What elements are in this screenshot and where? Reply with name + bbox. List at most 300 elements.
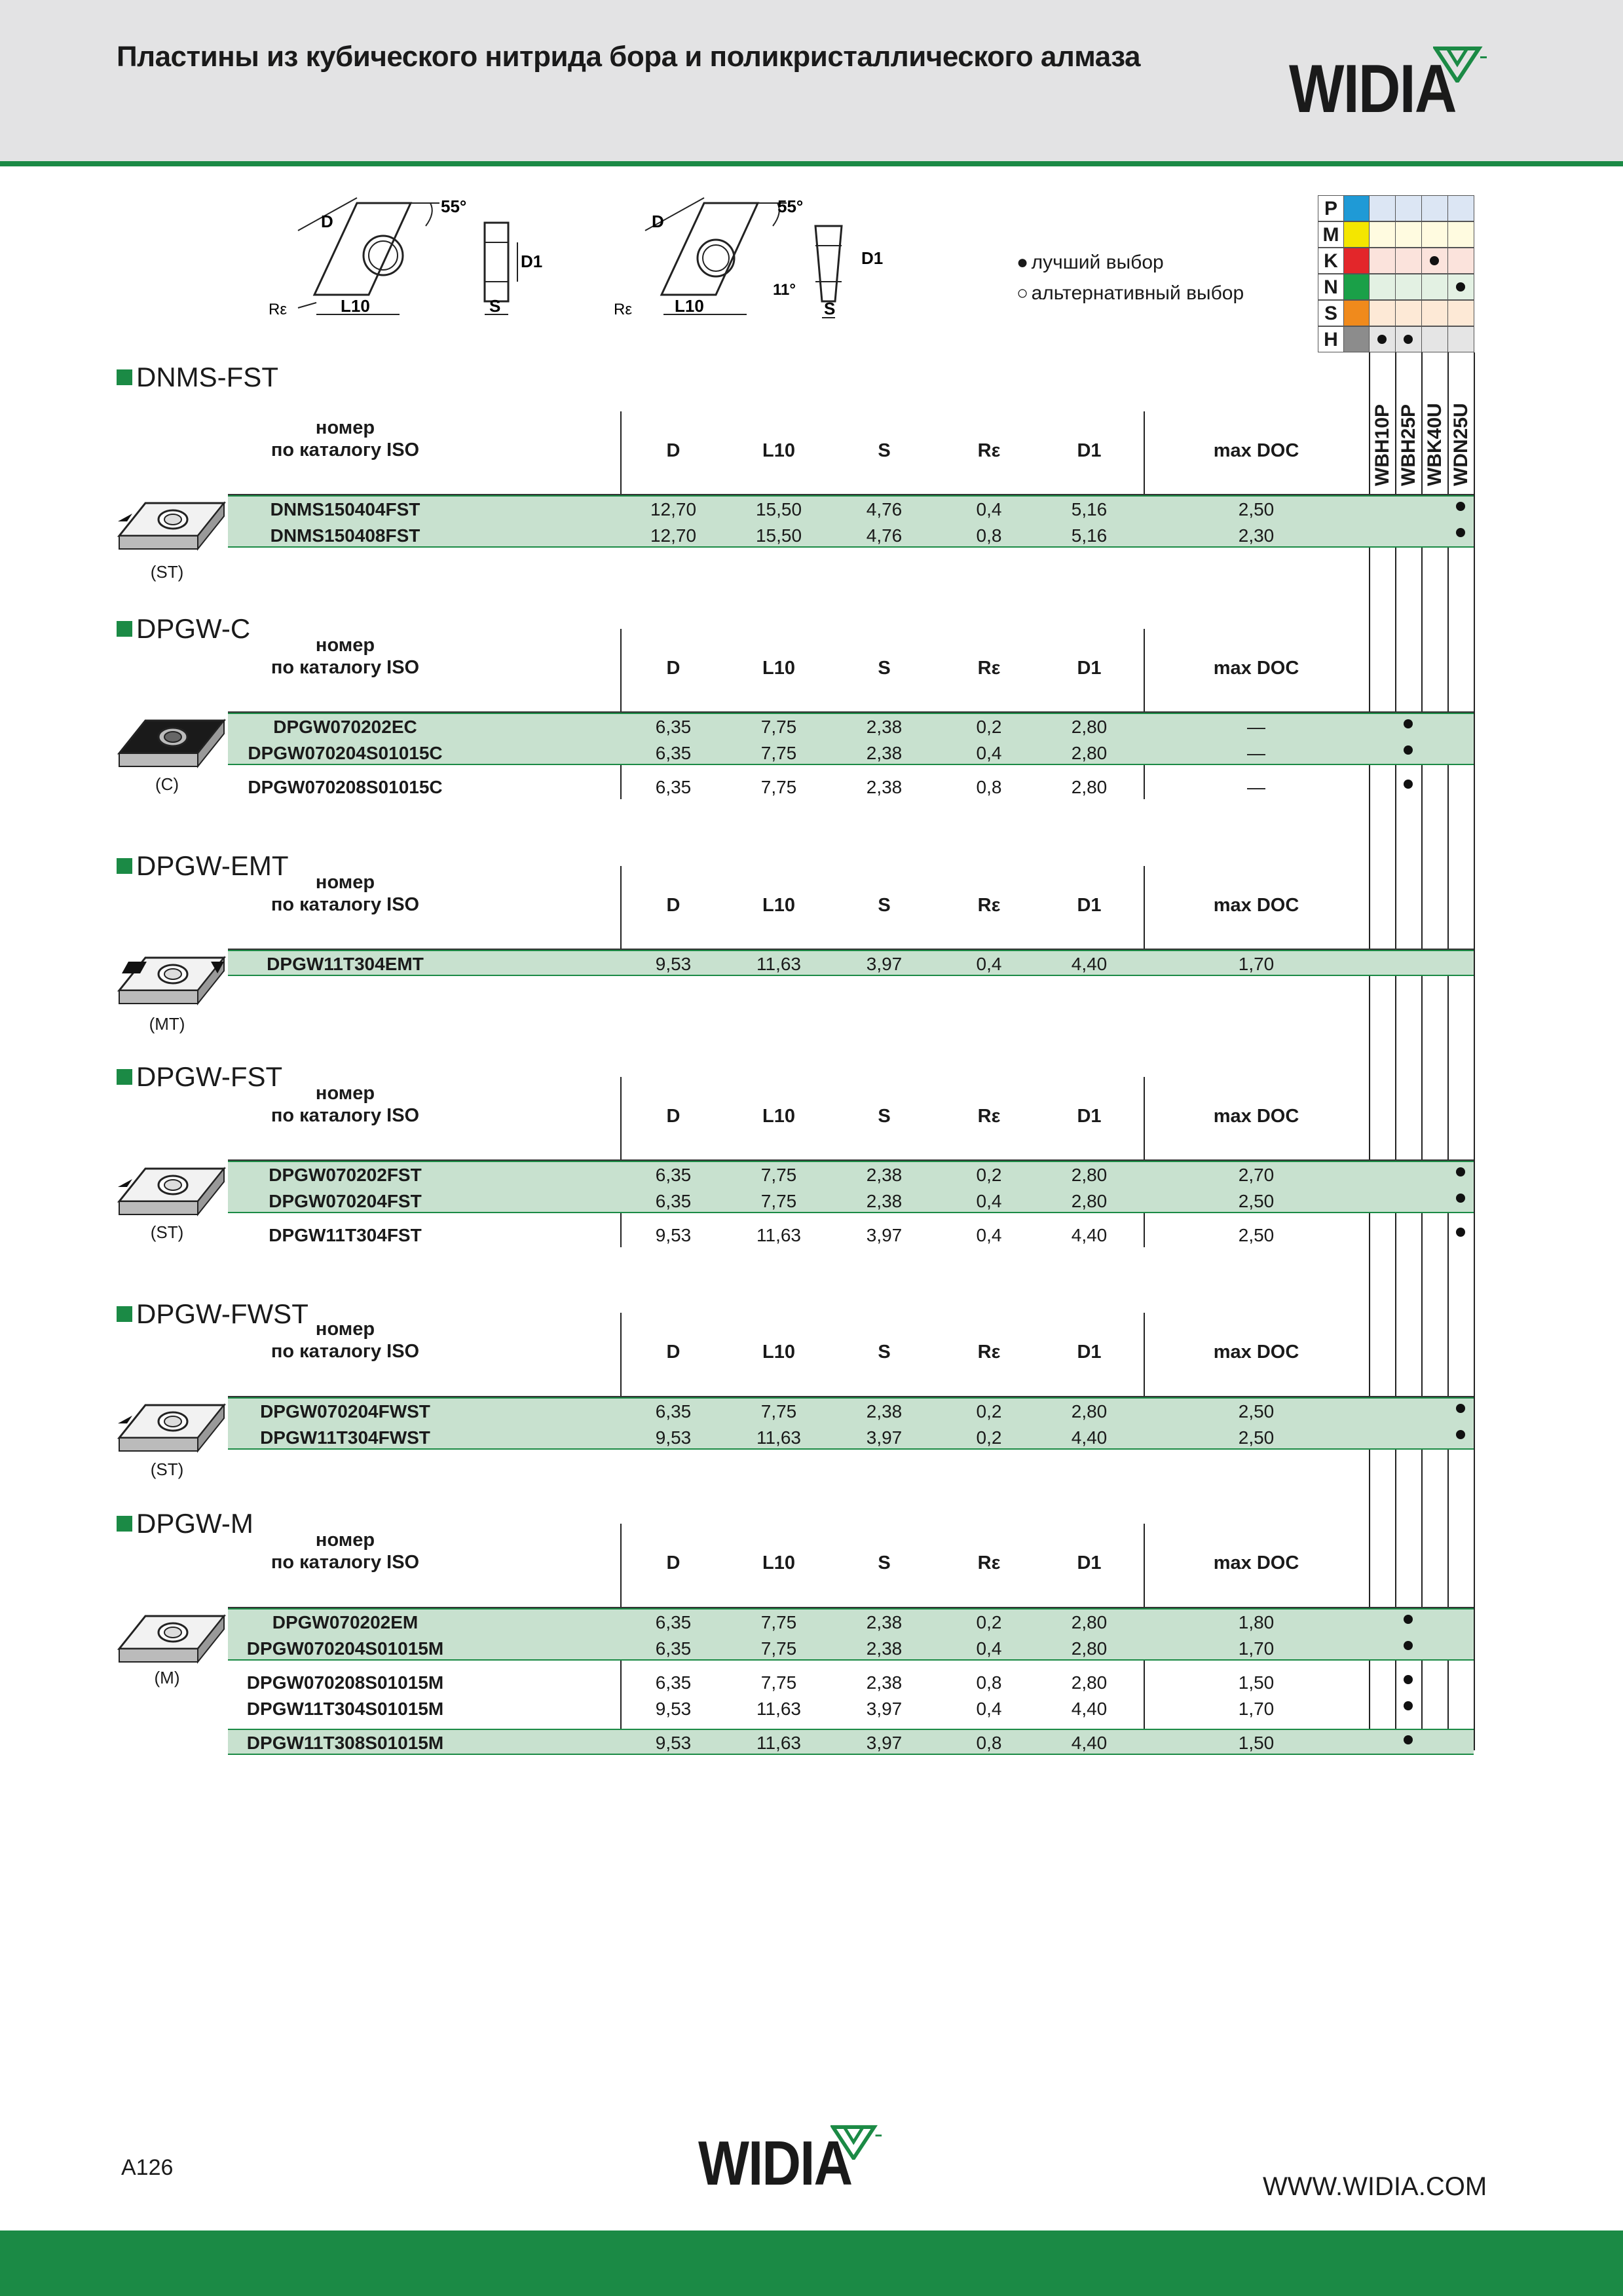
section-marker — [117, 858, 132, 874]
col-part-header — [247, 1082, 443, 1127]
cell-re: 0,4 — [976, 743, 1002, 763]
cell-d1: 2,80 — [1071, 717, 1108, 737]
widia-footer-logo — [698, 2128, 877, 2198]
col-d1-header: D1 — [1077, 1553, 1102, 1573]
iso-cell-m-2 — [1421, 221, 1448, 248]
section-marker — [117, 1306, 132, 1322]
grade-label-wbh10p: WBH10P — [1371, 404, 1393, 486]
iso-dot-h — [1404, 335, 1413, 344]
iso-cell-n-2 — [1421, 274, 1448, 300]
col-d-header: D — [666, 895, 681, 916]
section-title-text: DPGW-FST — [136, 1061, 283, 1092]
cell-re: 0,4 — [976, 499, 1002, 519]
widia-logo — [1289, 51, 1483, 127]
cell-s: 2,38 — [866, 1191, 903, 1211]
section-title — [117, 362, 278, 393]
cell-s: 3,97 — [866, 1699, 903, 1719]
cell-doc: 2,50 — [1238, 499, 1275, 519]
iso-cell-k-3 — [1447, 248, 1474, 274]
insert-photo-dpgw-emt — [113, 945, 231, 1020]
cell-l10: 7,75 — [760, 1612, 797, 1632]
cell-doc: 2,50 — [1238, 1191, 1275, 1211]
band-bottom-line — [228, 1659, 1474, 1661]
cell-d1: 5,16 — [1071, 499, 1108, 519]
col-d1-header: D1 — [1077, 1106, 1102, 1127]
col-d1-header: D1 — [1077, 1342, 1102, 1363]
iso-letter-p: P — [1318, 195, 1344, 221]
col-d-header: D — [666, 440, 681, 461]
iso-cell-s-3 — [1447, 300, 1474, 326]
header-underline — [228, 1396, 1474, 1397]
cell-d: 6,35 — [655, 1612, 692, 1632]
col-part-header-line2: по каталогу ISO — [270, 657, 420, 678]
cell-part: DNMS150408FST — [270, 525, 420, 546]
insert-photo-dpgw-m — [113, 1603, 231, 1678]
col-doc-header: max DOC — [1213, 1106, 1299, 1127]
iso-cell-h-3 — [1447, 326, 1474, 352]
band-top-line — [228, 950, 1474, 951]
cell-re: 0,8 — [976, 777, 1002, 797]
cell-doc: 1,70 — [1238, 1638, 1275, 1659]
dpgw-insert-diagram — [606, 190, 894, 331]
widia-footer-triangle-icon — [830, 2124, 883, 2160]
section-title-text: DPGW-C — [136, 613, 251, 644]
col-d1-header: D1 — [1077, 440, 1102, 461]
footer-bar — [0, 2230, 1623, 2296]
insert-caption: (M) — [154, 1668, 180, 1687]
cell-part: DPGW070208S01015C — [248, 777, 443, 797]
diagram2-label-angle: 55° — [777, 197, 804, 216]
diagram-label-d: D — [321, 212, 333, 231]
col-re-header: Rε — [977, 895, 1001, 916]
band-top-line — [228, 1608, 1474, 1609]
insert-photo-dpgw-c — [113, 707, 231, 783]
section-title-text: DNMS-FST — [136, 362, 278, 392]
section-marker — [117, 1069, 132, 1085]
iso-cell-s-0 — [1369, 300, 1396, 326]
col-part-header-line2: по каталогу ISO — [270, 440, 420, 461]
iso-row-k — [1318, 248, 1472, 274]
iso-swatch-k — [1343, 248, 1370, 274]
iso-row-s — [1318, 300, 1472, 326]
col-part-header-line1: номер — [315, 417, 375, 438]
iso-swatch-s — [1343, 300, 1370, 326]
cell-d1: 5,16 — [1071, 525, 1108, 546]
insert-photo-dnms-fst — [113, 490, 231, 565]
header-underline — [228, 711, 1474, 713]
grade-column-line — [1369, 352, 1370, 1750]
iso-cell-m-0 — [1369, 221, 1396, 248]
insert-caption: (C) — [155, 774, 179, 794]
iso-dot-n — [1456, 282, 1465, 292]
cell-d1: 4,40 — [1071, 1225, 1108, 1245]
cell-part: DNMS150404FST — [270, 499, 420, 519]
cell-d1: 2,80 — [1071, 1401, 1108, 1421]
cell-l10: 7,75 — [760, 1165, 797, 1185]
col-d-header: D — [666, 658, 681, 679]
cell-l10: 15,50 — [755, 499, 802, 519]
cell-re: 0,8 — [976, 1672, 1002, 1693]
cell-l10: 11,63 — [756, 1733, 801, 1753]
col-d-header: D — [666, 1342, 681, 1363]
section-marker — [117, 621, 132, 637]
cell-re: 0,2 — [976, 717, 1002, 737]
diagram-label-s: S — [489, 296, 501, 316]
diagram2-label-clearance: 11° — [773, 281, 796, 299]
col-part-header-line1: номер — [315, 872, 375, 893]
cell-doc: 2,50 — [1238, 1225, 1275, 1245]
insert-caption: (MT) — [149, 1014, 185, 1034]
iso-letter-s: S — [1318, 300, 1344, 326]
cell-re: 0,4 — [976, 954, 1002, 974]
cell-s: 4,76 — [866, 499, 903, 519]
section-marker — [117, 369, 132, 385]
cell-doc: 1,70 — [1238, 954, 1275, 974]
recommendation-dot — [1456, 1228, 1465, 1237]
cell-re: 0,4 — [976, 1191, 1002, 1211]
grade-column-line — [1474, 352, 1475, 1750]
col-s-header: S — [878, 1106, 891, 1127]
recommendation-dot — [1456, 1194, 1465, 1203]
recommendation-dot — [1404, 1735, 1413, 1744]
cell-s: 2,38 — [866, 1165, 903, 1185]
section-title-text: DPGW-M — [136, 1508, 253, 1539]
iso-letter-m: M — [1318, 221, 1344, 248]
recommendation-dot — [1456, 1167, 1465, 1176]
col-doc-header: max DOC — [1213, 1342, 1299, 1363]
widia-triangle-icon — [1433, 46, 1488, 83]
cell-l10: 7,75 — [760, 777, 797, 797]
cell-part: DPGW11T308S01015M — [246, 1733, 444, 1753]
cell-d1: 4,40 — [1071, 1699, 1108, 1719]
iso-cell-p-3 — [1447, 195, 1474, 221]
alt-symbol: ○ — [1017, 282, 1029, 304]
cell-l10: 11,63 — [756, 1427, 801, 1448]
col-s-header: S — [878, 658, 891, 679]
dnms-insert-diagram — [259, 190, 560, 331]
col-d-header: D — [666, 1553, 681, 1573]
cell-part: DPGW070202EC — [273, 717, 417, 737]
cell-part: DPGW11T304EMT — [267, 954, 424, 974]
cell-part: DPGW070208S01015M — [246, 1672, 444, 1693]
cell-d: 6,35 — [655, 1638, 692, 1659]
cell-l10: 7,75 — [760, 717, 797, 737]
cell-s: 2,38 — [866, 777, 903, 797]
col-re-header: Rε — [977, 440, 1001, 461]
section-title-text: DPGW-FWST — [136, 1298, 308, 1329]
col-part-header-line2: по каталогу ISO — [270, 894, 420, 915]
col-re-header: Rε — [977, 1342, 1001, 1363]
col-d-header: D — [666, 1106, 681, 1127]
cell-d: 6,35 — [655, 1401, 692, 1421]
grade-column-line — [1421, 352, 1423, 1750]
iso-swatch-n — [1343, 274, 1370, 300]
cell-s: 2,38 — [866, 1672, 903, 1693]
recommendation-dot — [1404, 1641, 1413, 1650]
insert-caption: (ST) — [150, 562, 184, 582]
cell-d1: 2,80 — [1071, 1165, 1108, 1185]
cell-doc: — — [1247, 743, 1265, 763]
iso-cell-h-2 — [1421, 326, 1448, 352]
cell-doc: 1,50 — [1238, 1672, 1275, 1693]
band-bottom-line — [228, 1212, 1474, 1213]
cell-d1: 2,80 — [1071, 1638, 1108, 1659]
iso-letter-h: H — [1318, 326, 1344, 352]
col-part-header-line2: по каталогу ISO — [270, 1552, 420, 1573]
col-part-header — [247, 634, 443, 679]
cell-l10: 11,63 — [756, 1699, 801, 1719]
cell-part: DPGW070204FWST — [260, 1401, 430, 1421]
header-underline — [228, 949, 1474, 950]
cell-part: DPGW070204S01015M — [246, 1638, 444, 1659]
band-top-line — [228, 495, 1474, 497]
recommendation-dot — [1404, 780, 1413, 789]
page-number: A126 — [121, 2155, 174, 2180]
col-part-header — [247, 417, 443, 461]
cell-s: 3,97 — [866, 954, 903, 974]
cell-re: 0,4 — [976, 1638, 1002, 1659]
cell-s: 2,38 — [866, 1638, 903, 1659]
recommendation-dot — [1404, 719, 1413, 728]
recommendation-dot — [1404, 1675, 1413, 1684]
cell-d1: 4,40 — [1071, 1733, 1108, 1753]
cell-d1: 4,40 — [1071, 954, 1108, 974]
cell-part: DPGW070204S01015C — [248, 743, 443, 763]
col-re-header: Rε — [977, 1553, 1001, 1573]
iso-cell-s-1 — [1395, 300, 1422, 326]
col-l10-header: L10 — [762, 1553, 795, 1573]
band-top-line — [228, 1397, 1474, 1399]
diagram2-label-re: Rε — [614, 301, 633, 318]
legend-best — [1017, 252, 1164, 274]
col-part-header-line1: номер — [315, 1083, 375, 1104]
cell-l10: 7,75 — [760, 1401, 797, 1421]
diagram2-label-l10: L10 — [675, 296, 704, 316]
iso-cell-p-2 — [1421, 195, 1448, 221]
cell-part: DPGW11T304FWST — [260, 1427, 430, 1448]
diagram2-label-d1: D1 — [861, 248, 884, 268]
col-doc-header: max DOC — [1213, 895, 1299, 916]
cell-l10: 7,75 — [760, 743, 797, 763]
col-s-header: S — [878, 895, 891, 916]
cell-s: 2,38 — [866, 1401, 903, 1421]
band-top-line — [228, 1161, 1474, 1162]
cell-s: 2,38 — [866, 1612, 903, 1632]
cell-d: 9,53 — [655, 954, 692, 974]
iso-cell-n-0 — [1369, 274, 1396, 300]
col-d1-header: D1 — [1077, 658, 1102, 679]
iso-letter-n: N — [1318, 274, 1344, 300]
cell-s: 2,38 — [866, 717, 903, 737]
cell-l10: 11,63 — [756, 1225, 801, 1245]
col-re-header: Rε — [977, 1106, 1001, 1127]
footer-logo-wordmark: WIDIA — [698, 2128, 852, 2198]
col-l10-header: L10 — [762, 895, 795, 916]
cell-s: 2,38 — [866, 743, 903, 763]
col-l10-header: L10 — [762, 658, 795, 679]
grade-label-wbh25p: WBH25P — [1398, 404, 1419, 486]
grade-column-line — [1395, 352, 1396, 1750]
cell-s: 3,97 — [866, 1225, 903, 1245]
cell-doc: 1,50 — [1238, 1733, 1275, 1753]
recommendation-dot — [1456, 502, 1465, 511]
cell-d: 9,53 — [655, 1699, 692, 1719]
grade-column-line — [1447, 352, 1449, 1750]
cell-d: 9,53 — [655, 1733, 692, 1753]
col-part-header-line2: по каталогу ISO — [270, 1341, 420, 1362]
iso-dot-h — [1377, 335, 1387, 344]
insert-caption: (ST) — [150, 1222, 184, 1242]
col-part-header-line1: номер — [315, 635, 375, 656]
cell-part: DPGW070202EM — [272, 1612, 419, 1632]
iso-cell-p-0 — [1369, 195, 1396, 221]
cell-part: DPGW11T304S01015M — [246, 1699, 444, 1719]
cell-s: 3,97 — [866, 1733, 903, 1753]
iso-cell-p-1 — [1395, 195, 1422, 221]
cell-d1: 2,80 — [1071, 1672, 1108, 1693]
section-title-text: DPGW-EMT — [136, 850, 289, 881]
cell-d: 6,35 — [655, 777, 692, 797]
col-s-header: S — [878, 1553, 891, 1573]
band-top-line — [228, 1729, 1474, 1730]
legend-alternative-label: альтернативный выбор — [1031, 282, 1244, 304]
cell-doc: 1,80 — [1238, 1612, 1275, 1632]
cell-re: 0,2 — [976, 1401, 1002, 1421]
grade-label-wdn25u: WDN25U — [1450, 403, 1472, 486]
iso-row-m — [1318, 221, 1472, 248]
cell-d: 6,35 — [655, 717, 692, 737]
insert-photo-dpgw-fst — [113, 1156, 231, 1231]
cell-d: 12,70 — [650, 525, 697, 546]
iso-row-p — [1318, 195, 1472, 221]
col-l10-header: L10 — [762, 1342, 795, 1363]
iso-cell-n-1 — [1395, 274, 1422, 300]
cell-doc: 1,70 — [1238, 1699, 1275, 1719]
section-title — [117, 1508, 253, 1539]
header-underline — [228, 1607, 1474, 1608]
cell-re: 0,2 — [976, 1612, 1002, 1632]
section-title — [117, 613, 250, 645]
grade-label-wbk40u: WBK40U — [1424, 403, 1446, 486]
page-title: Пластины из кубического нитрида бора и поликристаллического алмаза — [117, 41, 1141, 73]
diagram2-label-s: S — [824, 299, 836, 318]
cell-d1: 2,80 — [1071, 743, 1108, 763]
cell-l10: 11,63 — [756, 954, 801, 974]
iso-cell-k-0 — [1369, 248, 1396, 274]
col-l10-header: L10 — [762, 440, 795, 461]
cell-d: 9,53 — [655, 1427, 692, 1448]
cell-doc: — — [1247, 717, 1265, 737]
iso-swatch-m — [1343, 221, 1370, 248]
iso-cell-k-1 — [1395, 248, 1422, 274]
recommendation-dot — [1404, 1615, 1413, 1624]
cell-doc: — — [1247, 777, 1265, 797]
cell-part: DPGW11T304FST — [269, 1225, 422, 1245]
iso-row-n — [1318, 274, 1472, 300]
cell-l10: 7,75 — [760, 1672, 797, 1693]
iso-letter-k: K — [1318, 248, 1344, 274]
iso-row-h — [1318, 326, 1472, 352]
insert-caption: (ST) — [150, 1459, 184, 1479]
iso-swatch-p — [1343, 195, 1370, 221]
band-bottom-line — [228, 764, 1474, 765]
iso-cell-m-3 — [1447, 221, 1474, 248]
cell-l10: 15,50 — [755, 525, 802, 546]
iso-swatch-h — [1343, 326, 1370, 352]
col-part-header — [247, 871, 443, 916]
cell-re: 0,2 — [976, 1427, 1002, 1448]
best-symbol: ● — [1017, 252, 1029, 273]
cell-d: 9,53 — [655, 1225, 692, 1245]
cell-l10: 7,75 — [760, 1638, 797, 1659]
diagram-label-l10: L10 — [341, 296, 370, 316]
cell-doc: 2,50 — [1238, 1401, 1275, 1421]
cell-d1: 2,80 — [1071, 777, 1108, 797]
iso-cell-s-2 — [1421, 300, 1448, 326]
website-link[interactable]: WWW.WIDIA.COM — [1263, 2172, 1487, 2201]
cell-d1: 2,80 — [1071, 1612, 1108, 1632]
cell-d: 6,35 — [655, 1165, 692, 1185]
cell-l10: 7,75 — [760, 1191, 797, 1211]
diagram-label-d1: D1 — [521, 252, 543, 271]
header-underline — [228, 1159, 1474, 1161]
cell-d: 6,35 — [655, 1191, 692, 1211]
band-bottom-line — [228, 546, 1474, 548]
cell-re: 0,8 — [976, 1733, 1002, 1753]
band-bottom-line — [228, 1754, 1474, 1755]
recommendation-dot — [1456, 528, 1465, 537]
cell-d1: 2,80 — [1071, 1191, 1108, 1211]
header-underline — [228, 494, 1474, 495]
legend-alternative — [1017, 282, 1244, 305]
col-doc-header: max DOC — [1213, 440, 1299, 461]
cell-part: DPGW070204FST — [269, 1191, 422, 1211]
col-d1-header: D1 — [1077, 895, 1102, 916]
band-bottom-line — [228, 975, 1474, 976]
recommendation-dot — [1404, 1701, 1413, 1710]
cell-d: 12,70 — [650, 499, 697, 519]
cell-d: 6,35 — [655, 1672, 692, 1693]
diagram-label-angle: 55° — [441, 197, 467, 216]
cell-s: 3,97 — [866, 1427, 903, 1448]
col-part-header-line2: по каталогу ISO — [270, 1105, 420, 1126]
diagram-label-re: Rε — [269, 301, 288, 318]
recommendation-dot — [1404, 745, 1413, 755]
cell-d: 6,35 — [655, 743, 692, 763]
col-doc-header: max DOC — [1213, 658, 1299, 679]
logo-wordmark: WIDIA — [1289, 51, 1456, 127]
col-doc-header: max DOC — [1213, 1553, 1299, 1573]
cell-s: 4,76 — [866, 525, 903, 546]
col-s-header: S — [878, 440, 891, 461]
insert-photo-dpgw-fwst — [113, 1392, 231, 1467]
cell-doc: 2,70 — [1238, 1165, 1275, 1185]
cell-re: 0,4 — [976, 1225, 1002, 1245]
band-bottom-line — [228, 1448, 1474, 1450]
col-re-header: Rε — [977, 658, 1001, 679]
section-marker — [117, 1516, 132, 1532]
col-s-header: S — [878, 1342, 891, 1363]
col-part-header-line1: номер — [315, 1530, 375, 1551]
cell-doc: 2,50 — [1238, 1427, 1275, 1448]
iso-cell-m-1 — [1395, 221, 1422, 248]
cell-d1: 4,40 — [1071, 1427, 1108, 1448]
header-rule — [0, 161, 1623, 166]
iso-dot-k — [1430, 256, 1439, 265]
recommendation-dot — [1456, 1404, 1465, 1413]
col-part-header — [247, 1318, 443, 1363]
legend-best-label: лучший выбор — [1031, 252, 1164, 273]
